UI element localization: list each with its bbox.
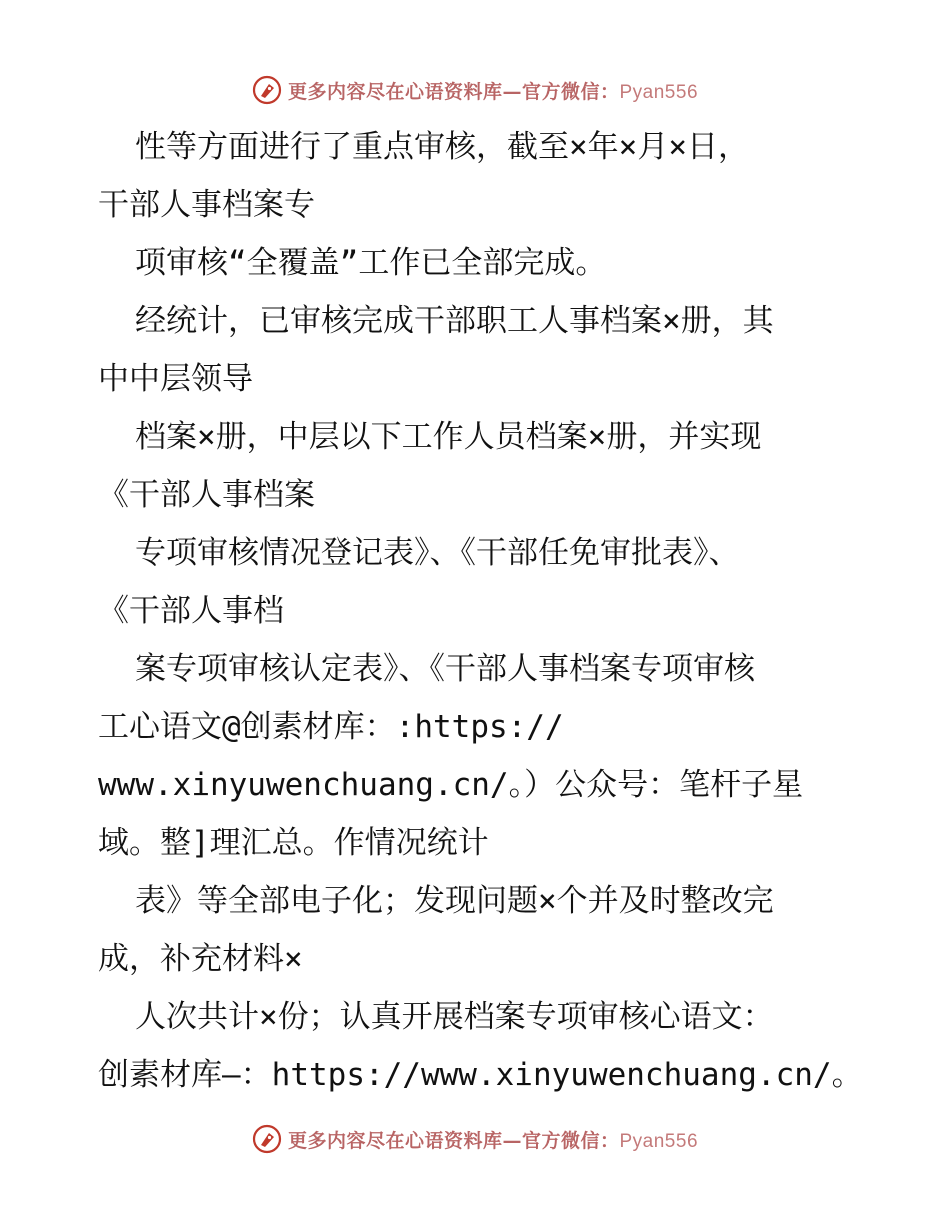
- header-watermark-banner: [0, 70, 950, 110]
- banner-separator: —: [502, 1129, 522, 1152]
- text-line: 创素材库—：https://www.xinyuwenchuang.cn/。: [98, 1057, 863, 1093]
- text-line: 经统计，已审核完成干部职工人事档案×册，其: [135, 303, 774, 339]
- footer-watermark-banner: [0, 1119, 950, 1159]
- banner-contact-label: 官方微信：: [521, 80, 620, 103]
- banner-contact-label: 官方微信：: [521, 1129, 620, 1152]
- pen-nib-logo-icon: [252, 75, 282, 105]
- text-line: 专项审核情况登记表》、《干部任免审批表》、: [135, 535, 740, 571]
- text-line: 案专项审核认定表》、《干部人事档案专项审核: [135, 651, 755, 687]
- text-line: 中中层领导: [98, 361, 253, 397]
- banner-contact-id: Pyan556: [619, 1130, 699, 1152]
- banner-brand: 更多内容尽在心语资料库: [287, 80, 503, 103]
- text-line: 性等方面进行了重点审核，截至×年×月×日，: [135, 129, 749, 165]
- text-line: 《干部人事档: [98, 593, 284, 629]
- text-line: 域。整]理汇总。作情况统计: [98, 825, 489, 861]
- text-line: 工心语文@创素材库：:https://: [98, 709, 564, 745]
- text-line: 干部人事档案专: [98, 187, 315, 223]
- banner-contact-id: Pyan556: [619, 81, 699, 103]
- banner-separator: —: [502, 80, 522, 103]
- text-line: 项审核“全覆盖”工作已全部完成。: [135, 245, 607, 281]
- text-line: 档案×册，中层以下工作人员档案×册，并实现: [135, 419, 762, 455]
- text-line: 《干部人事档案: [98, 477, 315, 513]
- banner-text: [288, 77, 698, 104]
- banner-text: [288, 1126, 698, 1153]
- text-line: 人次共计×份；认真开展档案专项审核心语文：: [135, 999, 774, 1035]
- text-line: 成，补充材料×: [98, 941, 303, 977]
- text-line: www.xinyuwenchuang.cn/。）公众号：笔杆子星: [98, 767, 804, 803]
- pen-nib-logo-icon: [252, 1124, 282, 1154]
- text-line: 表》等全部电子化；发现问题×个并及时整改完: [135, 883, 774, 919]
- banner-brand: 更多内容尽在心语资料库: [287, 1129, 503, 1152]
